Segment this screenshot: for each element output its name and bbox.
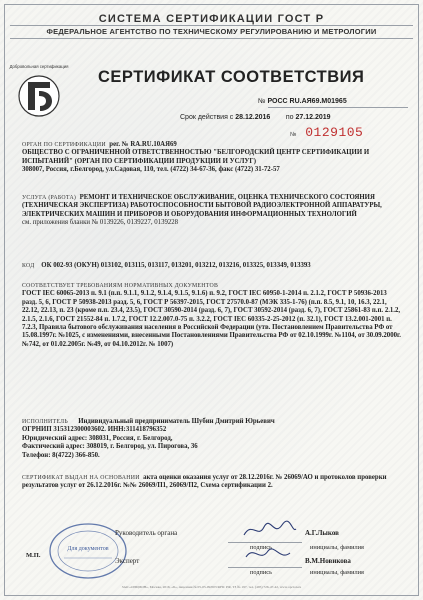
service-section	[22, 194, 403, 228]
executor-legal-address: Юридический адрес: 308031, Россия, г. Белгород,	[22, 434, 173, 442]
expert-name: В.М.Новикова	[305, 557, 351, 565]
standards-section	[22, 282, 403, 349]
executor-name: Индивидуальный предприниматель Шубин Дмитрий Юрьевич	[78, 418, 275, 425]
service-label: УСЛУГА (РАБОТА)	[22, 195, 77, 201]
certificate-number-label: №	[258, 98, 266, 105]
certification-system-name: СИСТЕМА СЕРТИФИКАЦИИ ГОСТ Р	[98, 13, 325, 25]
service-appendix: см. приложения бланки № 0139226, 0139227, 0139228	[22, 219, 179, 227]
executor-phone: Телефон: 8(4722) 366-850.	[22, 451, 100, 459]
header-divider	[10, 25, 413, 26]
standards-label: СООТВЕТСТВУЕТ ТРЕБОВАНИЯМ НОРМАТИВНЫХ ДОКУМЕНТОВ	[22, 283, 219, 289]
org-name: ОБЩЕСТВО С ОГРАНИЧЕННОЙ ОТВЕТСТВЕННОСТЬЮ "БЕЛГОРОДСКИЙ ЦЕНТР СЕРТИФИКАЦИИ И ИСПЫТАНИЙ" (ОРГАН ПО СЕРТИФИКАЦИИ ПРОДУКЦИИ И УСЛУГ)	[22, 149, 370, 165]
validity-label: Срок действия с	[180, 114, 234, 121]
certificate-title: СЕРТИФИКАТ СООТВЕТСТВИЯ	[98, 68, 365, 86]
org-address: 308007, Россия, г.Белгород, ул.Садовая, 110, тел. (4722) 34-67-36, факс (4722) 31-72-57	[22, 166, 280, 174]
serial-label: №	[290, 132, 297, 138]
expert-role: Эксперт	[115, 557, 140, 565]
certification-body-section	[22, 141, 403, 175]
expert-signature-note: подпись	[250, 569, 272, 576]
logo-caption: Добровольная сертификация	[9, 64, 69, 69]
valid-to: 27.12.2019	[295, 114, 331, 121]
valid-from: 28.12.2016	[235, 114, 271, 121]
validity-to-label: по	[285, 114, 294, 121]
org-label: ОРГАН ПО СЕРТИФИКАЦИИ	[22, 142, 106, 148]
code-text: ОК 002-93 (ОКУН) 013102, 013115, 013117, 013201, 013212, 013216, 013325, 013349, 013393	[41, 262, 311, 269]
head-name: А.Г.Лыков	[305, 529, 339, 537]
seal-text: Для документов	[67, 546, 109, 552]
issued-text: акта оценки оказания услуг от 28.12.2016г. № 26069/АО и протоколов проверки результатов услуг от 26.12.2016г. №№ 26069/П1, 26069/П2, Схема сертификации 2.	[22, 474, 387, 490]
head-signature-note: подпись	[250, 544, 272, 551]
certificate-number	[258, 98, 347, 105]
seal-mp-label: М.П.	[26, 552, 41, 559]
standards-text: ГОСТ IEC 60065-2013 п. 9.1 (п.п. 9.1.1, 9.1.2, 9.1.4, 9.1.5, 9.1.6) п. 9.2, ГОСТ IEC 60950-1-2014 п. 2.1.2, ГОСТ Р 50936-2013 разд. 5, 6, ГОСТ Р 50938-2013 разд. 5, 6, ГОСТ Р 56397-2015, ГОСТ 27570.0-87 (МЭК 335-1-76) (п.п. 8.5, 9.1, 10, 16.3, 22.1, 22.12, 22.13, п. 23 (кроме п.п. 23.4, 23.5), ГОСТ 30590-2014 (разд. 6, 7), ГОСТ 30592-2014 (разд. 6, 7), ГОСТ 25861-83 п.п. 2.1.2, 2.1.5, 2.1.6, ГОСТ 21552-84 п. 1.7.2, ГОСТ 12.2.007.0-75 п. 3.2.2, ГОСТ IEC 60335-2-25-2012 (п. 32.1), ГОСТ 13.2.001-2001 п. 7.2.3, Правила бытового обслуживания населения в Российской Федерации (утв. Постановлением Правительства РФ от 15.08.1997г. №1025, с изменениями, внесенными Постановлениями Правительства РФ от 02.10.1999г. №1104, от 30.09.2000г. №742, от 01.02.2005г. №49, от 04.10.2012г. № 1007)	[22, 290, 402, 348]
issued-label: СЕРТИФИКАТ ВЫДАН НА ОСНОВАНИИ	[22, 475, 140, 481]
expert-name-note: инициалы, фамилия	[310, 569, 364, 576]
certificate-number-value: РОСС RU.АЯ69.М01965	[267, 98, 347, 105]
head-role: Руководитель органа	[115, 529, 178, 537]
serial-number	[290, 125, 363, 140]
serial-value: 0129105	[305, 125, 364, 140]
code-section	[22, 262, 403, 270]
executor-section	[22, 418, 403, 460]
code-label: КОД	[22, 263, 35, 269]
printer-footer: ЗАО «ОПЦИОН», Москва, 2016, «Б», лицензия № 05-05-09/003 ФНС РФ, ТЗ № 197, тел. (495) 726-47-42, www.opcion.ru	[121, 585, 302, 589]
executor-ogrn: ОГРНИП 315312300003602. ИНН:311418796352	[22, 426, 167, 434]
org-reg: рег. № RA.RU.10АЯ69	[109, 141, 177, 148]
pct-logo-icon	[9, 62, 69, 120]
expert-signature	[240, 543, 300, 565]
executor-label: ИСПОЛНИТЕЛЬ	[22, 419, 69, 425]
agency-name: ФЕДЕРАЛЬНОЕ АГЕНТСТВО ПО ТЕХНИЧЕСКОМУ РЕГУЛИРОВАНИЮ И МЕТРОЛОГИИ	[46, 27, 377, 36]
validity-period	[180, 114, 331, 121]
service-text: РЕМОНТ И ТЕХНИЧЕСКОЕ ОБСЛУЖИВАНИЕ, ОЦЕНКА ТЕХНИЧЕСКОГО СОСТОЯНИЯ (ТЕХНИЧЕСКАЯ ЭКСПЕРТИЗА) РАБОТОСПОСОБНОСТИ БЫТОВОЙ РАДИОЭЛЕКТРОННОЙ АППАРАТУРЫ, ЭЛЕКТРИЧЕСКИХ МАШИН И ПРИБОРОВ И ОБОРУДОВАНИЯ ИНФОРМАЦИОННЫХ ТЕХНОЛОГИЙ	[22, 194, 382, 218]
issued-basis-section	[22, 474, 403, 491]
executor-actual-address: Фактический адрес: 308019, г. Белгород, ул. Пирогова, 36	[22, 443, 198, 451]
head-name-note: инициалы, фамилия	[310, 544, 364, 551]
header-divider-lower	[10, 38, 413, 39]
head-signature	[240, 517, 300, 543]
